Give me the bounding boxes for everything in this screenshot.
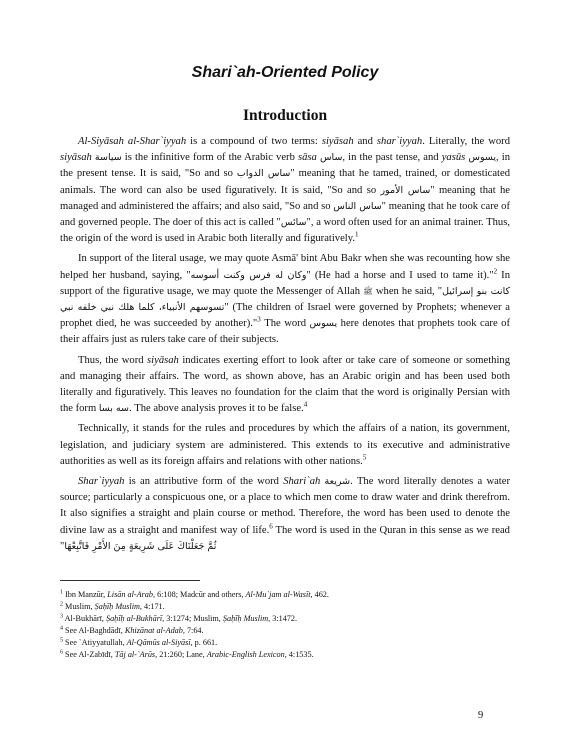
text-run: " meaning that he managed and administered the affairs; and also said, "So and so: [60, 184, 510, 212]
footnote-number: 6: [60, 649, 63, 656]
text-run: when he said, ": [372, 285, 443, 297]
footnote-item: [60, 625, 510, 637]
term: shar`iyyah: [376, 136, 423, 147]
text-run: here denotes that prophets took care of their affairs just as rulers take care of their subjects.: [60, 318, 511, 346]
text-run: 3:1274; Muslim,: [164, 614, 223, 623]
text-run: 4:171.: [141, 602, 165, 611]
text-run: The word: [260, 318, 310, 330]
paragraph-3: [60, 353, 510, 418]
arabic-text: كانت بنو إسرائيل تسوسهم الأنبياء، كلما هلك نبي خلفه نبي: [60, 285, 510, 314]
text-run: See Al-Zabīdī,: [63, 650, 115, 659]
arabic-text: وكان له فرس وكنت أسوسه: [190, 269, 307, 281]
text-run: p. 661.: [192, 638, 218, 647]
arabic-text: سائس: [280, 217, 307, 229]
arabic-text: يسوس: [468, 152, 496, 164]
footnotes: [60, 589, 510, 661]
text-run: Al-Bukhārī,: [63, 614, 106, 623]
source-title: Al-Qāmūs al-Siyāsī,: [126, 638, 193, 647]
text-run: . Literally, the word: [422, 136, 511, 147]
text-run: In support of the literal usage, we may quote Asmā' bint Abu Bakr when she was recounting how she helped her husband, saying, ": [60, 253, 510, 281]
chapter-title-rest: -Oriented Policy: [255, 64, 379, 81]
text-run: Ibn Manzūr,: [63, 590, 108, 599]
term: Shari`ah: [283, 476, 321, 488]
term: siyāsah: [321, 136, 354, 147]
page-number: 9: [478, 710, 484, 721]
text-run: 4:1535.: [286, 650, 314, 659]
footnote-ref[interactable]: 6: [269, 522, 273, 531]
paragraph-4: [60, 421, 510, 470]
text-run: 7:64.: [184, 626, 204, 635]
text-run: is a compound of two terms:: [186, 136, 322, 147]
source-title: Tāj al-`Arūs,: [114, 650, 158, 659]
chapter-title: [0, 64, 570, 82]
text-run: " meaning that he took care of and governed people. The doer of this act is called ": [60, 200, 510, 229]
footnote-ref[interactable]: 1: [355, 230, 359, 239]
term: siyāsah: [147, 354, 179, 366]
footnote-ref[interactable]: 3: [257, 315, 261, 324]
footnote-ref[interactable]: 5: [362, 453, 367, 462]
term: siyāsah: [60, 152, 92, 164]
footnote-number: 4: [60, 625, 63, 632]
arabic-text: سه بسا: [98, 403, 129, 415]
source-title: Lisān al-Arab,: [107, 590, 156, 599]
text-run: " (The children of Israel were governed by Prophets; whenever a prophet died, he was succeeded by another).": [60, 302, 510, 330]
text-run: is an attributive form of the word: [124, 476, 284, 488]
footnote-ref[interactable]: 4: [303, 400, 308, 409]
source-title: Khizānat al-Adab,: [124, 626, 185, 635]
source-title: Ṣaḥīḥ Muslim,: [94, 602, 142, 611]
source-title: Al-Mu`jam al-Wasīt,: [245, 590, 313, 599]
source-title: Arabic-English Lexicon,: [206, 650, 287, 659]
footnote-number: 3: [60, 613, 63, 620]
paragraph-1: [60, 134, 510, 247]
text-run: 462.: [312, 590, 329, 599]
footnote-item: [60, 613, 510, 625]
arabic-text: يسوس: [309, 318, 338, 330]
text-run: ", a word often used for an animal trainer. Thus, the origin of the word is used in Arabic both literally and figuratively.: [60, 217, 511, 245]
text-run: 21:260; Lane,: [157, 650, 207, 659]
text-run: . The word literally denotes a water source; particularly a conspicuous one, or a place to which men come to draw water and drink therefrom. It also signifies a straight and plain course or method. Therefore, the word has been used to denote the divine law as a straight and manifest way of life.: [60, 476, 510, 536]
term: sāsa: [297, 152, 317, 164]
body-text: [60, 134, 510, 559]
footnote-number: 1: [60, 589, 63, 596]
text-run: Technically, it stands for the rules and procedures by which the affairs of a nation, its government, legislation, and judiciary system are administered. This extends to its executive and administrative authorities as well as its foreign affairs and relations with other nations.: [60, 423, 510, 467]
arabic-text: ساس الأمور: [380, 184, 431, 196]
arabic-text: شريعة: [324, 476, 351, 488]
footnote-item: [60, 649, 510, 661]
text-run: " meaning that he tamed, trained, or domesticated animals. The word can also be used figuratively. It is said, "So and so: [60, 168, 510, 196]
section-heading: Introduction: [242, 107, 328, 124]
text-run: See Al-Baghdādī,: [63, 626, 125, 635]
arabic-text: ساس الدواب: [236, 168, 291, 180]
text-run: In support of the figurative usage, we may quote the Messenger of Allah: [60, 269, 511, 297]
term: yasūs: [441, 152, 466, 164]
paragraph-2: [60, 251, 510, 348]
footnote-number: 5: [60, 637, 63, 644]
text-run: is the infinitive form of the Arabic verb: [121, 152, 298, 164]
text-run: Muslim,: [63, 602, 95, 611]
text-run: , in the past tense, and: [342, 152, 442, 164]
text-run: . The above analysis proves it to be false.: [128, 403, 304, 415]
term: Al-Siyāsah al-Shar`iyyah: [78, 136, 187, 147]
term: Shar`iyyah: [78, 476, 125, 488]
text-run: 6:108; Madcūr and others,: [155, 590, 246, 599]
arabic-text: ساس الناس: [333, 200, 382, 212]
footnote-divider: [60, 580, 200, 581]
chapter-title-main: Shari`ah: [191, 64, 256, 81]
text-run: indicates exerting effort to look after or take care of someone or something and managing their affairs. The word, as shown above, has an Arabic origin and has been used both literally and figuratively. This leaves no foundation for the claim that the word is originally Persian with the form: [60, 354, 510, 415]
footnote-number: 2: [60, 601, 63, 608]
footnote-ref[interactable]: 2: [493, 267, 498, 276]
text-run: Thus, the word: [78, 354, 148, 366]
footnote-item: [60, 637, 510, 649]
footnote-item: [60, 589, 510, 601]
arabic-text: سياسة: [94, 152, 122, 164]
salutation-glyph: ﷺ: [363, 286, 373, 296]
footnote-item: [60, 601, 510, 613]
paragraph-5: [60, 474, 510, 555]
text-run: and: [353, 136, 377, 147]
text-run: The word is used in the Quran in this sense as we read ": [60, 524, 510, 552]
source-title: Ṣaḥīḥ al-Bukhārī,: [105, 614, 165, 623]
text-run: , in the present tense. It is said, "So and so: [60, 152, 511, 180]
text-run: 3:1472.: [270, 614, 298, 623]
arabic-text: ساس: [319, 152, 343, 164]
arabic-text: ثُمَّ جَعَلْنَاكَ عَلَى شَرِيعَةٍ مِنَ الأَمْرِ فَاتَّبِعْهَا: [64, 540, 217, 552]
text-run: " (He had a horse and I used to tame it).": [306, 269, 494, 281]
source-title: Ṣaḥīḥ Muslim,: [222, 614, 271, 623]
text-run: See `Atiyyatullah,: [63, 638, 127, 647]
